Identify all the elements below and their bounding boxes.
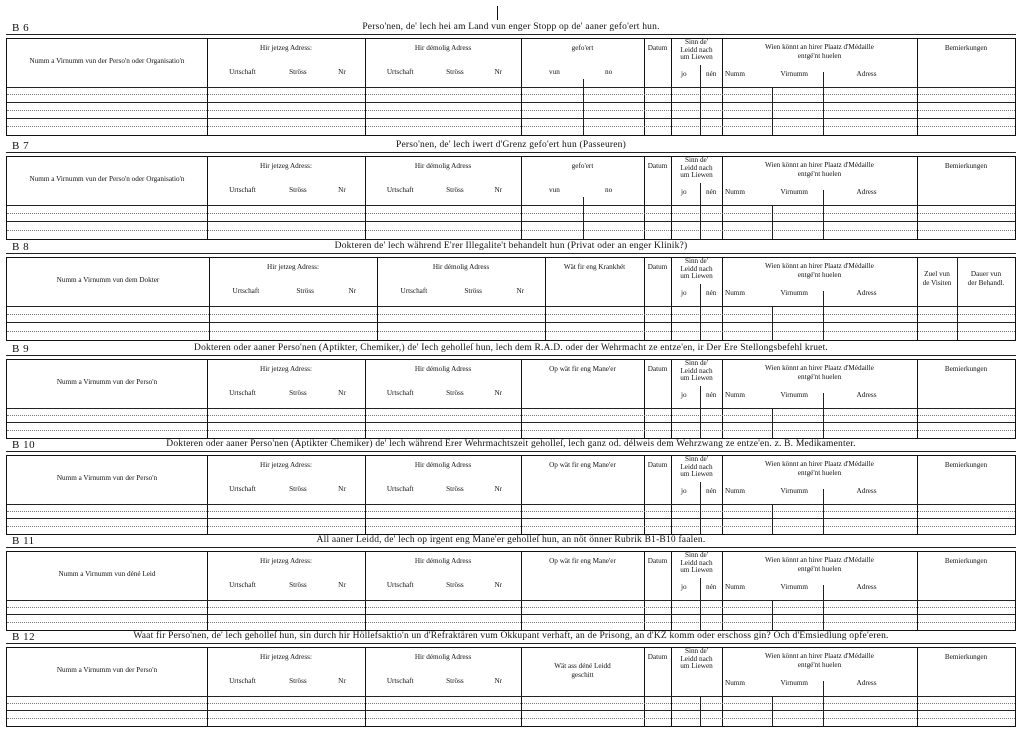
- former-address-header: Hir démolig Adress: [414, 557, 472, 565]
- remarks-header: Bemierkungen: [944, 653, 988, 661]
- section-code: B 9: [12, 343, 30, 355]
- row-guide: [7, 430, 1015, 431]
- street-label: Ströss: [289, 581, 307, 589]
- street-label: Ströss: [446, 485, 464, 493]
- section-b7: [6, 139, 1016, 241]
- section-rule: [6, 547, 1016, 548]
- row-guide: [7, 526, 1015, 527]
- column-rule: [772, 696, 773, 726]
- number-label: Nr: [494, 581, 503, 589]
- section-code: B 11: [12, 535, 35, 547]
- street-label: Ströss: [446, 677, 464, 685]
- medal-recipient-header: Wien könnt an hirer Plaatz d'Médaille entgé'nt huelen: [765, 161, 874, 178]
- column-rule: [772, 87, 773, 135]
- town-label: Urtschaft: [229, 677, 256, 685]
- column-rule: [823, 681, 824, 726]
- row-rule: [7, 102, 1015, 103]
- date-header: Datum: [647, 162, 668, 170]
- section-rule: [6, 355, 1016, 356]
- current-address-header: Hir jetzeg Adress:: [260, 365, 312, 373]
- column-rule: [823, 489, 824, 534]
- street-label: Ströss: [464, 287, 482, 295]
- number-label: Nr: [338, 186, 346, 194]
- section-b9: [6, 342, 1016, 440]
- section-table: [6, 38, 1016, 136]
- header-rule: [7, 205, 1015, 206]
- remarks-header: Bemierkungen: [944, 557, 988, 565]
- column-rule: [583, 197, 584, 239]
- section-b11: [6, 534, 1016, 632]
- address-label: Adress: [856, 391, 877, 399]
- town-label: Urtschaft: [229, 581, 256, 589]
- to-label: no: [605, 68, 613, 76]
- column-rule: [700, 386, 701, 438]
- section-b8: [6, 240, 1016, 342]
- street-label: Ströss: [296, 287, 314, 295]
- still-alive-header: Sinn de' Leidd nach um Liewen: [680, 551, 713, 575]
- firstname-label: Virnumm: [780, 679, 809, 687]
- remarks-header: Bemierkungen: [944, 162, 988, 170]
- no-label: nén: [706, 289, 717, 297]
- number-label: Nr: [338, 485, 346, 493]
- surname-label: Numm: [725, 487, 745, 495]
- header-rule: [7, 696, 1015, 697]
- to-label: no: [605, 186, 613, 194]
- row-guide: [7, 511, 1015, 512]
- section-table: [6, 359, 1016, 439]
- town-label: Urtschaft: [386, 485, 414, 493]
- number-label: Nr: [494, 68, 503, 76]
- section-rule: [6, 451, 1016, 452]
- manner-header: Op wät fir eng Mane'er: [549, 365, 616, 373]
- section-title: Dokteren de' lech während E'rer Illegalite't behandelt hun (Privat oder an enger Klinik?): [334, 241, 688, 251]
- date-header: Datum: [647, 557, 668, 565]
- street-label: Ströss: [289, 68, 307, 76]
- row-guide: [7, 213, 1015, 214]
- column-rule: [823, 393, 824, 438]
- still-alive-header: Sinn de' Leidd nach um Liewen: [680, 38, 713, 62]
- number-label: Nr: [494, 389, 503, 397]
- yes-label: jo: [681, 487, 687, 495]
- section-table: [6, 551, 1016, 631]
- section-b12: [6, 630, 1016, 728]
- medal-recipient-header: Wien könnt an hirer Plaatz d'Médaille entgé'nt huelen: [765, 652, 874, 669]
- row-guide: [7, 718, 1015, 719]
- row-rule: [7, 322, 1015, 323]
- first-column-header: Numm a Virnumm vun der Perso'n: [56, 474, 158, 482]
- former-address-header: Hir démolig Adress: [414, 461, 472, 469]
- surname-label: Numm: [725, 583, 745, 591]
- medal-recipient-header: Wien könnt an hirer Plaatz d'Médaille entgé'nt huelen: [765, 460, 874, 477]
- row-guide: [7, 94, 1015, 95]
- section-rule: [6, 253, 1016, 254]
- section-rule: [6, 34, 1016, 35]
- current-address-header: Hir jetzeg Adress:: [260, 162, 312, 170]
- section-code: B 6: [12, 22, 30, 34]
- no-label: nén: [706, 583, 717, 591]
- number-label: Nr: [494, 186, 503, 194]
- section-code: B 10: [12, 439, 36, 451]
- address-label: Adress: [856, 289, 877, 297]
- row-guide: [7, 622, 1015, 623]
- row-guide: [7, 607, 1015, 608]
- header-rule: [7, 87, 1015, 88]
- header-rule: [7, 408, 1015, 409]
- section-table: [6, 647, 1016, 727]
- first-column-header: Numm a Virnumm vun der Perso'n: [56, 666, 158, 674]
- medal-recipient-header: Wien könnt an hirer Plaatz d'Médaille entgé'nt huelen: [765, 43, 874, 60]
- section-code: B 12: [12, 631, 36, 643]
- firstname-label: Virnumm: [780, 188, 809, 196]
- town-label: Urtschaft: [229, 68, 256, 76]
- section-title: Perso'nen, de' lech iwert d'Grenz gefo'ert hun (Passeuren): [395, 140, 626, 150]
- firstname-label: Virnumm: [780, 289, 809, 297]
- number-label: Nr: [338, 389, 346, 397]
- page-tick-mark: [497, 6, 498, 20]
- town-label: Urtschaft: [229, 389, 256, 397]
- section-title: Dokteren oder aaner Perso'nen (Aptikter Chemiker) de' lech während Erer Wehrmachtszeit geholleſ, lech ganz od. délweis dem Wehrzwang ze entze'en. z. B. Medikamenter.: [166, 439, 856, 449]
- section-table: [6, 257, 1016, 341]
- current-address-header: Hir jetzeg Adress:: [260, 461, 312, 469]
- section-rule: [6, 643, 1016, 644]
- row-guide: [7, 314, 1015, 315]
- former-address-header: Hir démolig Adress: [414, 162, 472, 170]
- column-rule: [700, 696, 701, 726]
- firstname-label: Virnumm: [780, 391, 809, 399]
- number-label: Nr: [348, 287, 357, 295]
- column-rule: [772, 306, 773, 340]
- guided-header: gefo'ert: [571, 162, 594, 170]
- street-label: Ströss: [289, 186, 307, 194]
- still-alive-header: Sinn de' Leidd nach um Liewen: [680, 257, 713, 281]
- number-label: Nr: [338, 581, 346, 589]
- row-rule: [7, 518, 1015, 519]
- row-guide: [7, 415, 1015, 416]
- row-rule: [7, 118, 1015, 119]
- former-address-header: Hir démolig Adress: [414, 44, 472, 52]
- column-rule: [700, 284, 701, 340]
- visits-count-header: Zuel vun de Visiten: [922, 270, 952, 287]
- address-label: Adress: [856, 188, 877, 196]
- number-label: Nr: [516, 287, 525, 295]
- yes-label: jo: [681, 583, 687, 591]
- column-rule: [700, 578, 701, 630]
- street-label: Ströss: [289, 485, 307, 493]
- town-label: Urtschaft: [386, 677, 414, 685]
- section-title: All aaner Leidd, de' lech op irgent eng Mane'er geholleſ hun, an nöt önner Rubrik B1-B10 faalen.: [316, 535, 706, 545]
- surname-label: Numm: [725, 289, 745, 297]
- still-alive-header: Sinn de' Leidd nach um Liewen: [680, 156, 713, 180]
- from-label: vun: [549, 186, 560, 194]
- date-header: Datum: [647, 461, 668, 469]
- current-address-header: Hir jetzeg Adress:: [260, 557, 312, 565]
- former-address-header: Hir démolig Adress: [432, 263, 490, 271]
- firstname-label: Virnumm: [780, 487, 809, 495]
- yes-label: jo: [681, 70, 687, 78]
- street-label: Ströss: [289, 677, 307, 685]
- firstname-label: Virnumm: [780, 583, 809, 591]
- column-rule: [772, 205, 773, 239]
- town-label: Urtschaft: [400, 287, 428, 295]
- manner-header: Op wät fir eng Mane'er: [549, 557, 616, 565]
- number-label: Nr: [494, 677, 503, 685]
- no-label: nén: [706, 188, 717, 196]
- column-rule: [823, 72, 824, 135]
- section-b6: [6, 21, 1016, 137]
- surname-label: Numm: [725, 679, 745, 687]
- manner-header: Op wät fir eng Mane'er: [549, 461, 616, 469]
- first-column-header: Numm a Virnumm vun der Perso'n oder Organisatio'n: [29, 57, 185, 65]
- date-header: Datum: [647, 44, 668, 52]
- first-column-header: Numm a Virnumm vun der Perso'n: [56, 378, 158, 386]
- column-rule: [823, 585, 824, 630]
- column-rule: [772, 408, 773, 438]
- medal-recipient-header: Wien könnt an hirer Plaatz d'Médaille entgé'nt huelen: [765, 262, 874, 279]
- firstname-label: Virnumm: [780, 70, 809, 78]
- street-label: Ströss: [446, 389, 464, 397]
- row-rule: [7, 221, 1015, 222]
- former-address-header: Hir démolig Adress: [414, 365, 472, 373]
- section-title: Dokteren oder aaner Perso'nen (Aptikter, Chemiker,) de' Iech geholleſ hun, lech dem R.A.D. oder der Wehrmacht ze entze'en, ir Der Ere Stellongsbefehl kruet.: [194, 343, 828, 353]
- column-rule: [772, 600, 773, 630]
- illness-header: Wät fir eng Krankhét: [563, 263, 626, 271]
- surname-label: Numm: [725, 188, 745, 196]
- date-header: Datum: [647, 365, 668, 373]
- remarks-header: Bemierkungen: [944, 365, 988, 373]
- town-label: Urtschaft: [229, 186, 256, 194]
- surname-label: Numm: [725, 70, 745, 78]
- guided-header: gefo'ert: [571, 44, 594, 52]
- first-column-header: Numm a Virnumm vun déné Leid: [58, 570, 156, 578]
- no-label: nén: [706, 487, 717, 495]
- column-rule: [583, 79, 584, 135]
- column-rule: [772, 504, 773, 534]
- yes-label: jo: [681, 188, 687, 196]
- header-rule: [7, 504, 1015, 505]
- former-address-header: Hir démolig Adress: [414, 653, 472, 661]
- first-column-header: Numm a Virnumm vun der Perso'n oder Organisatio'n: [29, 175, 185, 183]
- yes-label: jo: [681, 391, 687, 399]
- row-rule: [7, 710, 1015, 711]
- town-label: Urtschaft: [232, 287, 260, 295]
- current-address-header: Hir jetzeg Adress:: [267, 263, 319, 271]
- town-label: Urtschaft: [229, 485, 256, 493]
- row-guide: [7, 126, 1015, 127]
- number-label: Nr: [338, 677, 346, 685]
- first-column-header: Numm a Virnumm vun dem Dokter: [56, 276, 160, 284]
- no-label: nén: [706, 391, 717, 399]
- from-label: vun: [549, 68, 560, 76]
- town-label: Urtschaft: [386, 186, 414, 194]
- street-label: Ströss: [446, 581, 464, 589]
- column-rule: [700, 183, 701, 239]
- number-label: Nr: [494, 485, 503, 493]
- column-rule: [823, 190, 824, 239]
- street-label: Ströss: [446, 186, 464, 194]
- section-title: Perso'nen, de' lech hei am Land vun enger Stopp op de' aaner gefo'ert hun.: [362, 22, 660, 32]
- no-label: nén: [706, 70, 717, 78]
- section-table: [6, 156, 1016, 240]
- address-label: Adress: [856, 583, 877, 591]
- section-code: B 7: [12, 140, 30, 152]
- street-label: Ströss: [446, 68, 464, 76]
- section-rule: [6, 152, 1016, 153]
- date-header: Datum: [647, 653, 668, 661]
- header-rule: [7, 306, 1015, 307]
- current-address-header: Hir jetzeg Adress:: [260, 44, 312, 52]
- row-guide: [7, 331, 1015, 332]
- section-code: B 8: [12, 241, 30, 253]
- row-rule: [7, 614, 1015, 615]
- what-happened-header: Wät ass déné Leidd geschitt: [554, 662, 611, 679]
- section-title: Waat fir Perso'nen, de' lech geholleſ hun, sin durch hir Höllefsaktio'n un d'Refraktären vum Okkupant verhaft, an de Prisong, an d'KZ komm oder erschoss gin? Och d'Emsiedlung opfe'eren.: [133, 631, 889, 641]
- column-rule: [700, 482, 701, 534]
- number-label: Nr: [338, 68, 346, 76]
- address-label: Adress: [856, 70, 877, 78]
- still-alive-header: Sinn de' Leidd nach um Liewen: [680, 455, 713, 479]
- surname-label: Numm: [725, 391, 745, 399]
- current-address-header: Hir jetzeg Adress:: [260, 653, 312, 661]
- section-table: [6, 455, 1016, 535]
- column-rule: [521, 648, 522, 726]
- street-label: Ströss: [289, 389, 307, 397]
- section-b10: [6, 438, 1016, 536]
- treatment-duration-header: Dauer vun der Behandl.: [967, 270, 1005, 287]
- still-alive-header: Sinn de' Leidd nach um Liewen: [680, 647, 713, 671]
- row-guide: [7, 230, 1015, 231]
- town-label: Urtschaft: [386, 581, 414, 589]
- still-alive-header: Sinn de' Leidd nach um Liewen: [680, 359, 713, 383]
- header-rule: [7, 600, 1015, 601]
- column-rule: [700, 65, 701, 135]
- remarks-header: Bemierkungen: [944, 461, 988, 469]
- yes-label: jo: [681, 289, 687, 297]
- date-header: Datum: [647, 263, 668, 271]
- remarks-header: Bemierkungen: [944, 44, 988, 52]
- address-label: Adress: [856, 487, 877, 495]
- column-rule: [823, 291, 824, 340]
- town-label: Urtschaft: [386, 389, 414, 397]
- medal-recipient-header: Wien könnt an hirer Plaatz d'Médaille entgé'nt huelen: [765, 556, 874, 573]
- medal-recipient-header: Wien könnt an hirer Plaatz d'Médaille entgé'nt huelen: [765, 364, 874, 381]
- town-label: Urtschaft: [386, 68, 414, 76]
- row-rule: [7, 422, 1015, 423]
- address-label: Adress: [856, 679, 877, 687]
- row-guide: [7, 703, 1015, 704]
- row-guide: [7, 110, 1015, 111]
